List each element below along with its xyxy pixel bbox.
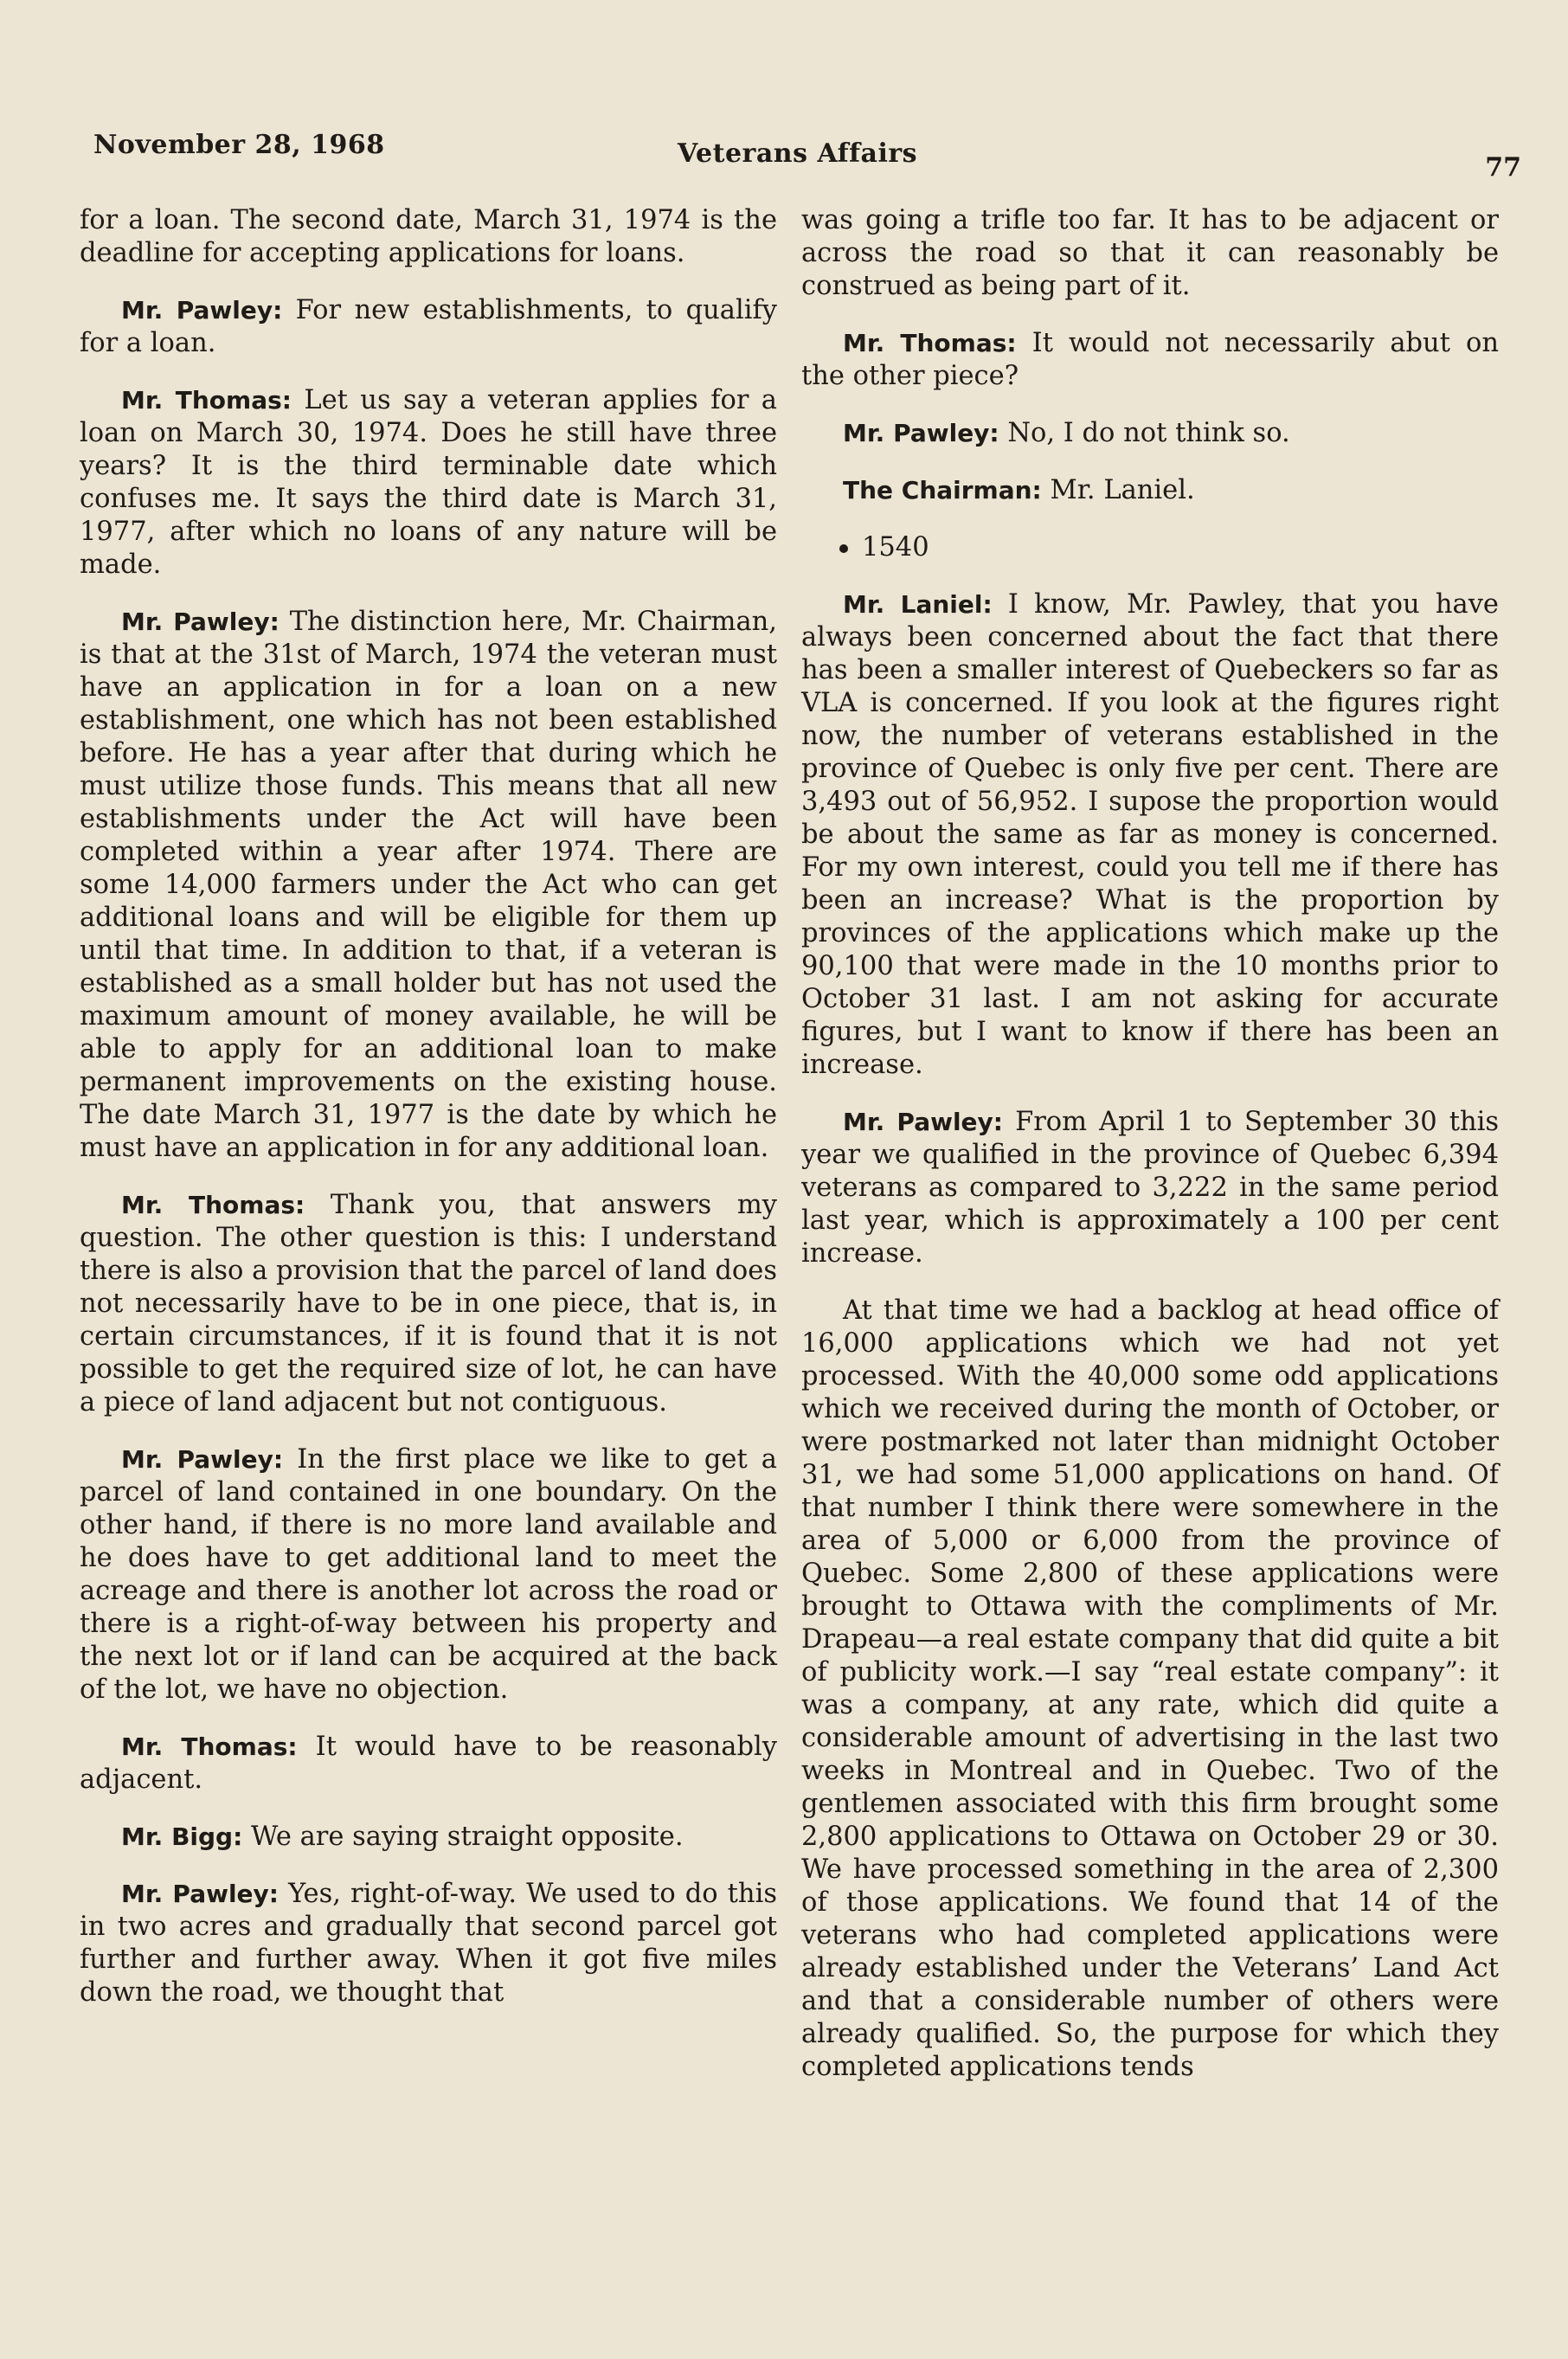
paragraph xyxy=(80,204,777,270)
paragraph-text: Mr. Laniel. xyxy=(1050,475,1195,505)
paragraph-text: We are saying straight opposite. xyxy=(251,1822,684,1852)
speaker-name: Mr. Pawley: xyxy=(843,419,999,447)
speaker-name: Mr. Pawley: xyxy=(121,296,283,325)
time-marker xyxy=(839,531,1499,564)
paragraph xyxy=(801,417,1499,450)
paragraph-text: It would not necessarily abut on the other piece? xyxy=(801,328,1499,391)
speaker-name: Mr. Pawley: xyxy=(121,607,280,636)
paragraph xyxy=(80,1731,777,1797)
paragraph-text: No, I do not think so. xyxy=(1007,418,1290,448)
time-marker-text: 1540 xyxy=(862,532,929,562)
speaker-name: Mr. Laniel: xyxy=(843,590,993,619)
paragraph xyxy=(801,1106,1499,1270)
right-column xyxy=(801,204,1499,2108)
paragraph xyxy=(801,204,1499,303)
paragraph xyxy=(80,384,777,582)
paragraph-text: I know, Mr. Pawley, that you have always been concerned about the fact that there has been a smaller interest of Quebeckers so far as VLA is concerned. If you look at the figures right now, the number of veterans established in the province of Quebec is only five per cent. There are 3,493 out of 56,952. I supose the proportion would be about the same as far as money is concerned. For my own interest, could you tell me if there has been an increase? What is the proportion by provinces of the applications which make up the 90,100 that were made in the 10 months prior to October 31 last. I am not asking for accurate figures, but I want to know if there has been an increase. xyxy=(801,589,1499,1080)
paragraph-text: From April 1 to September 30 this year we qualified in the province of Quebec 6,394 veterans as compared to 3,222 in the same period last year, which is approximately a 100 per cent increase. xyxy=(801,1107,1500,1269)
header-date: November 28, 1968 xyxy=(93,130,385,160)
bullet-icon xyxy=(839,544,848,553)
paragraph xyxy=(80,1443,777,1707)
speaker-name: Mr. Bigg: xyxy=(121,1822,243,1851)
speaker-name: Mr. Thomas: xyxy=(121,1191,305,1219)
paragraph-text: In the first place we like to get a parcel of land contained in one boundary. On the other hand, if there is no more land available and he does have to get additional land to meet the acreage and there is another lot across the road or there is a right-of-way between his property and the next lot or if land can be acquired at the back of the lot, we have no objection. xyxy=(80,1444,777,1705)
paragraph xyxy=(80,294,777,360)
page-number: 77 xyxy=(1485,152,1521,183)
speaker-name: Mr. Thomas: xyxy=(121,386,292,415)
paragraph xyxy=(801,588,1499,1082)
paragraph-text: Thank you, that answers my question. The other question is this: I understand there is also a provision that the parcel of land does not necessarily have to be in one piece, that is, in certain circumstances, if it is found that it is not possible to get the required size of lot, he can have a piece of land adjacent but not contiguous. xyxy=(80,1190,777,1417)
left-column xyxy=(80,204,777,2034)
speaker-name: Mr. Pawley: xyxy=(843,1108,1003,1136)
paragraph xyxy=(80,1821,777,1854)
speaker-name: Mr. Pawley: xyxy=(121,1880,279,1908)
speaker-name: Mr. Thomas: xyxy=(121,1732,298,1761)
speaker-name: The Chairman: xyxy=(843,476,1042,505)
paragraph xyxy=(80,606,777,1165)
speaker-name: Mr. Thomas: xyxy=(843,329,1017,357)
paragraph-text: At that time we had a backlog at head office of 16,000 applications which we had not yet processed. With the 40,000 some odd applications which we received during the month of October, or were postmarked not later than midnight October 31, we had some 51,000 applications on hand. Of that number I think there were somewhere in the area of 5,000 or 6,000 from the province of Quebec. Some 2,800 of these applications were brought to Ottawa with the compliments of Mr. Drapeau—a real estate company that did quite a bit of publicity work.—I say “real estate company”: it was a company, at any rate, which did quite a considerable amount of advertising in the last two weeks in Montreal and in Quebec. Two of the gentlemen associated with this firm brought some 2,800 applications to Ottawa on October 29 or 30. We have processed something in the area of 2,300 of those applications. We found that 14 of the veterans who had completed applications were already established under the Veterans’ Land Act and that a considerable number of others were already qualified. So, the purpose for which they completed applications tends xyxy=(801,1295,1499,2082)
paragraph-text: Yes, right-of-way. We used to do this in two acres and gradually that second parcel got further and further away. When it got five miles down the road, we thought that xyxy=(80,1879,777,2008)
paragraph-text: was going a trifle too far. It has to be adjacent or across the road so that it can reasonably be construed as being part of it. xyxy=(801,205,1499,301)
paragraph-text: Let us say a veteran applies for a loan on March 30, 1974. Does he still have three years? It is the third terminable date which confuses me. It says the third date is March 31, 1977, after which no loans of any nature will be made. xyxy=(80,385,777,580)
page-header xyxy=(93,130,1521,182)
header-title: Veterans Affairs xyxy=(678,138,918,169)
paragraph xyxy=(80,1189,777,1419)
paragraph-text: It would have to be reasonably adjacent. xyxy=(80,1732,777,1795)
paragraph xyxy=(801,474,1499,507)
paragraph xyxy=(801,327,1499,393)
paragraph xyxy=(80,1878,777,2009)
speaker-name: Mr. Pawley: xyxy=(121,1445,284,1474)
paragraph-text: for a loan. The second date, March 31, 1974 is the deadline for accepting applications for loans. xyxy=(80,205,777,268)
paragraph-text: The distinction here, Mr. Chairman, is that at the 31st of March, 1974 the veteran must have an application in for a loan on a new establishment, one which has not been established before. He has a year after that during which he must utilize those funds. This means that all new establishments under the Act will have been completed within a year after 1974. There are some 14,000 farmers under the Act who can get additional loans and will be eligible for them up until that time. In addition to that, if a veteran is established as a small holder but has not used the maximum amount of money available, he will be able to apply for an additional loan to make permanent improvements on the existing house. The date March 31, 1977 is the date by which he must have an application in for any additional loan. xyxy=(80,607,777,1163)
paragraph-text: For new establishments, to qualify for a loan. xyxy=(80,295,777,358)
paragraph xyxy=(801,1295,1499,2084)
